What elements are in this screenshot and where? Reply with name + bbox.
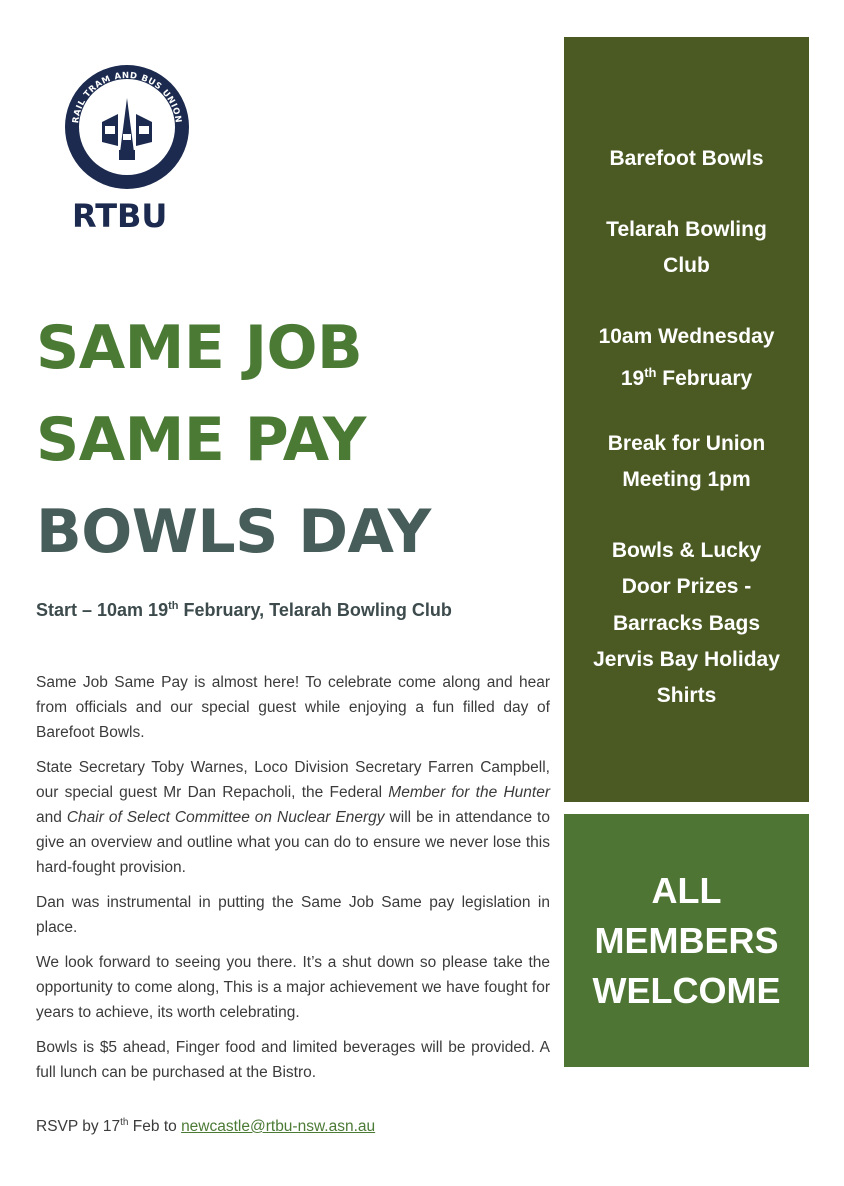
event-union-meeting: Break for Union Meeting 1pm	[607, 432, 766, 491]
prize-item: Jervis Bay Holiday	[593, 648, 780, 671]
event-venue: Telarah Bowling Club	[606, 218, 767, 277]
paragraph-costs: Bowls is $5 ahead, Finger food and limited beverages will be provided. A full lunch can be purchased at the Bistro.	[36, 1039, 550, 1081]
event-details-box	[564, 37, 809, 802]
welcome-line-1: ALL	[651, 869, 722, 911]
event-date-time: 10am Wednesday 19th February	[598, 325, 775, 390]
paragraph-shutdown: We look forward to seeing you there. It’s a shut down so please take the opportunity to come along, This is a major achievement we have fought for years to achieve, its worth celebrating.	[36, 954, 550, 1021]
logo-wordmark: RTBU	[72, 197, 168, 235]
rtbu-logo	[64, 64, 190, 190]
paragraph-intro: Same Job Same Pay is almost here! To celebrate come along and hear from officials and our special guest while enjoying a fun filled day of Barefoot Bowls.	[36, 674, 550, 741]
headline-line-1: SAME JOB	[36, 313, 363, 383]
paragraph-attendees: State Secretary Toby Warnes, Loco Division Secretary Farren Campbell, our special guest Mr Dan Repacholi, the Federal Member for the Hunter and Chair of Select Committee on Nuclear Energy will be in attendance to give an overview and outline what you can do to ensure we never lose this hard-fought provision.	[36, 759, 550, 876]
headline	[36, 302, 431, 578]
body-text	[36, 670, 550, 1095]
event-activity: Barefoot Bowls	[609, 147, 764, 170]
prize-item: Shirts	[656, 684, 717, 707]
welcome-line-2: MEMBERS	[594, 919, 779, 961]
start-time-subhead: Start – 10am 19th February, Telarah Bowling Club	[36, 600, 452, 620]
rsvp-email-link[interactable]: newcastle@rtbu-nsw.asn.au	[181, 1118, 376, 1136]
welcome-box	[564, 814, 809, 1067]
logo-ring-bottom-text: EST. 1861	[101, 154, 153, 172]
event-prize-list	[564, 606, 809, 714]
logo-ring-top-text: RAIL TRAM AND BUS UNION	[71, 70, 183, 124]
event-prizes-title: Bowls & Lucky Door Prizes -	[611, 539, 762, 598]
prize-item: Barracks Bags	[612, 612, 761, 635]
welcome-line-3: WELCOME	[592, 969, 781, 1011]
paragraph-dan: Dan was instrumental in putting the Same Job Same pay legislation in place.	[36, 894, 550, 936]
headline-line-3: BOWLS DAY	[36, 497, 431, 567]
headline-line-2: SAME PAY	[36, 405, 366, 475]
rsvp-line: RSVP by 17th Feb to newcastle@rtbu-nsw.asn.au	[36, 1117, 376, 1136]
